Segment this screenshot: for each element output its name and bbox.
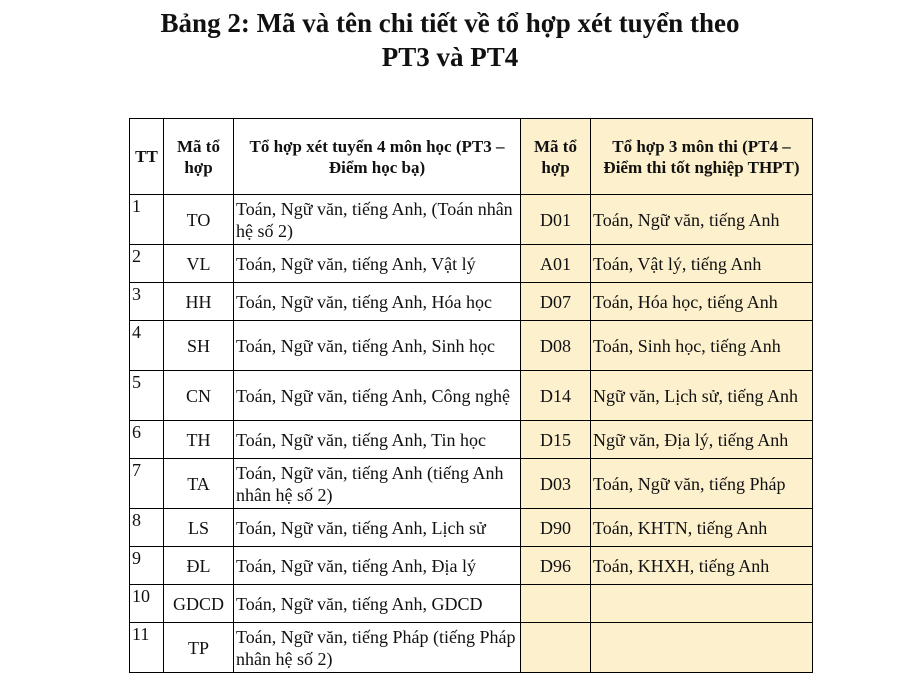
- row-code-pt3: TA: [164, 459, 234, 509]
- row-code-pt3: SH: [164, 321, 234, 371]
- row-combo-pt4: Ngữ văn, Lịch sử, tiếng Anh: [591, 371, 813, 421]
- row-tt: 1: [130, 195, 164, 245]
- page-title-line-2: PT3 và PT4: [381, 42, 519, 72]
- row-combo-pt3: Toán, Ngữ văn, tiếng Anh, Vật lý: [234, 245, 521, 283]
- row-code-pt4: [521, 623, 591, 673]
- row-tt: 5: [130, 371, 164, 421]
- row-code-pt3: HH: [164, 283, 234, 321]
- row-tt: 9: [130, 547, 164, 585]
- combination-table: [129, 118, 813, 673]
- table-row: [130, 321, 813, 371]
- row-combo-pt4: Toán, Vật lý, tiếng Anh: [591, 245, 813, 283]
- row-combo-pt3: Toán, Ngữ văn, tiếng Anh, Sinh học: [234, 321, 521, 371]
- row-code-pt4: D14: [521, 371, 591, 421]
- table-row: [130, 459, 813, 509]
- row-tt: 2: [130, 245, 164, 283]
- row-tt: 4: [130, 321, 164, 371]
- row-combo-pt4: Toán, Ngữ văn, tiếng Anh: [591, 195, 813, 245]
- row-code-pt4: D07: [521, 283, 591, 321]
- row-code-pt3: LS: [164, 509, 234, 547]
- row-code-pt3: TH: [164, 421, 234, 459]
- page-title-line-1: Bảng 2: Mã và tên chi tiết về tổ hợp xét tuyển theo: [160, 8, 740, 38]
- table-row: [130, 283, 813, 321]
- row-code-pt4: D90: [521, 509, 591, 547]
- table-row: [130, 371, 813, 421]
- table-row: [130, 585, 813, 623]
- table-header-row: [130, 119, 813, 195]
- row-code-pt3: TP: [164, 623, 234, 673]
- row-combo-pt3: Toán, Ngữ văn, tiếng Pháp (tiếng Pháp nhân hệ số 2): [234, 623, 521, 673]
- row-tt: 3: [130, 283, 164, 321]
- row-code-pt3: VL: [164, 245, 234, 283]
- row-tt: 8: [130, 509, 164, 547]
- row-combo-pt4: Toán, KHXH, tiếng Anh: [591, 547, 813, 585]
- row-combo-pt4: Ngữ văn, Địa lý, tiếng Anh: [591, 421, 813, 459]
- row-code-pt4: D15: [521, 421, 591, 459]
- table-row: [130, 509, 813, 547]
- table-row: [130, 421, 813, 459]
- row-code-pt4: A01: [521, 245, 591, 283]
- header-combo-pt3: Tổ hợp xét tuyển 4 môn học (PT3 – Điểm học bạ): [234, 119, 521, 195]
- header-tt: TT: [130, 119, 164, 195]
- row-combo-pt3: Toán, Ngữ văn, tiếng Anh, Công nghệ: [234, 371, 521, 421]
- row-combo-pt4: Toán, KHTN, tiếng Anh: [591, 509, 813, 547]
- header-code-pt4: Mã tổ hợp: [521, 119, 591, 195]
- row-code-pt4: D01: [521, 195, 591, 245]
- row-combo-pt4: [591, 585, 813, 623]
- row-combo-pt3: Toán, Ngữ văn, tiếng Anh, Địa lý: [234, 547, 521, 585]
- row-tt: 11: [130, 623, 164, 673]
- row-tt: 7: [130, 459, 164, 509]
- row-combo-pt4: Toán, Hóa học, tiếng Anh: [591, 283, 813, 321]
- row-tt: 10: [130, 585, 164, 623]
- row-code-pt3: GDCD: [164, 585, 234, 623]
- table-row: [130, 195, 813, 245]
- row-combo-pt4: [591, 623, 813, 673]
- table-row: [130, 245, 813, 283]
- row-code-pt4: D08: [521, 321, 591, 371]
- row-combo-pt3: Toán, Ngữ văn, tiếng Anh, GDCD: [234, 585, 521, 623]
- row-code-pt3: CN: [164, 371, 234, 421]
- table-row: [130, 547, 813, 585]
- row-code-pt4: D96: [521, 547, 591, 585]
- row-combo-pt3: Toán, Ngữ văn, tiếng Anh, (Toán nhân hệ số 2): [234, 195, 521, 245]
- row-combo-pt3: Toán, Ngữ văn, tiếng Anh, Lịch sử: [234, 509, 521, 547]
- header-code-pt3: Mã tổ hợp: [164, 119, 234, 195]
- row-code-pt3: ĐL: [164, 547, 234, 585]
- page-title: [0, 6, 900, 74]
- row-combo-pt3: Toán, Ngữ văn, tiếng Anh, Tin học: [234, 421, 521, 459]
- row-code-pt3: TO: [164, 195, 234, 245]
- row-code-pt4: [521, 585, 591, 623]
- row-combo-pt4: Toán, Sinh học, tiếng Anh: [591, 321, 813, 371]
- row-code-pt4: D03: [521, 459, 591, 509]
- row-combo-pt4: Toán, Ngữ văn, tiếng Pháp: [591, 459, 813, 509]
- table-row: [130, 623, 813, 673]
- header-combo-pt4: Tổ hợp 3 môn thi (PT4 – Điểm thi tốt nghiệp THPT): [591, 119, 813, 195]
- row-combo-pt3: Toán, Ngữ văn, tiếng Anh, Hóa học: [234, 283, 521, 321]
- row-combo-pt3: Toán, Ngữ văn, tiếng Anh (tiếng Anh nhân hệ số 2): [234, 459, 521, 509]
- row-tt: 6: [130, 421, 164, 459]
